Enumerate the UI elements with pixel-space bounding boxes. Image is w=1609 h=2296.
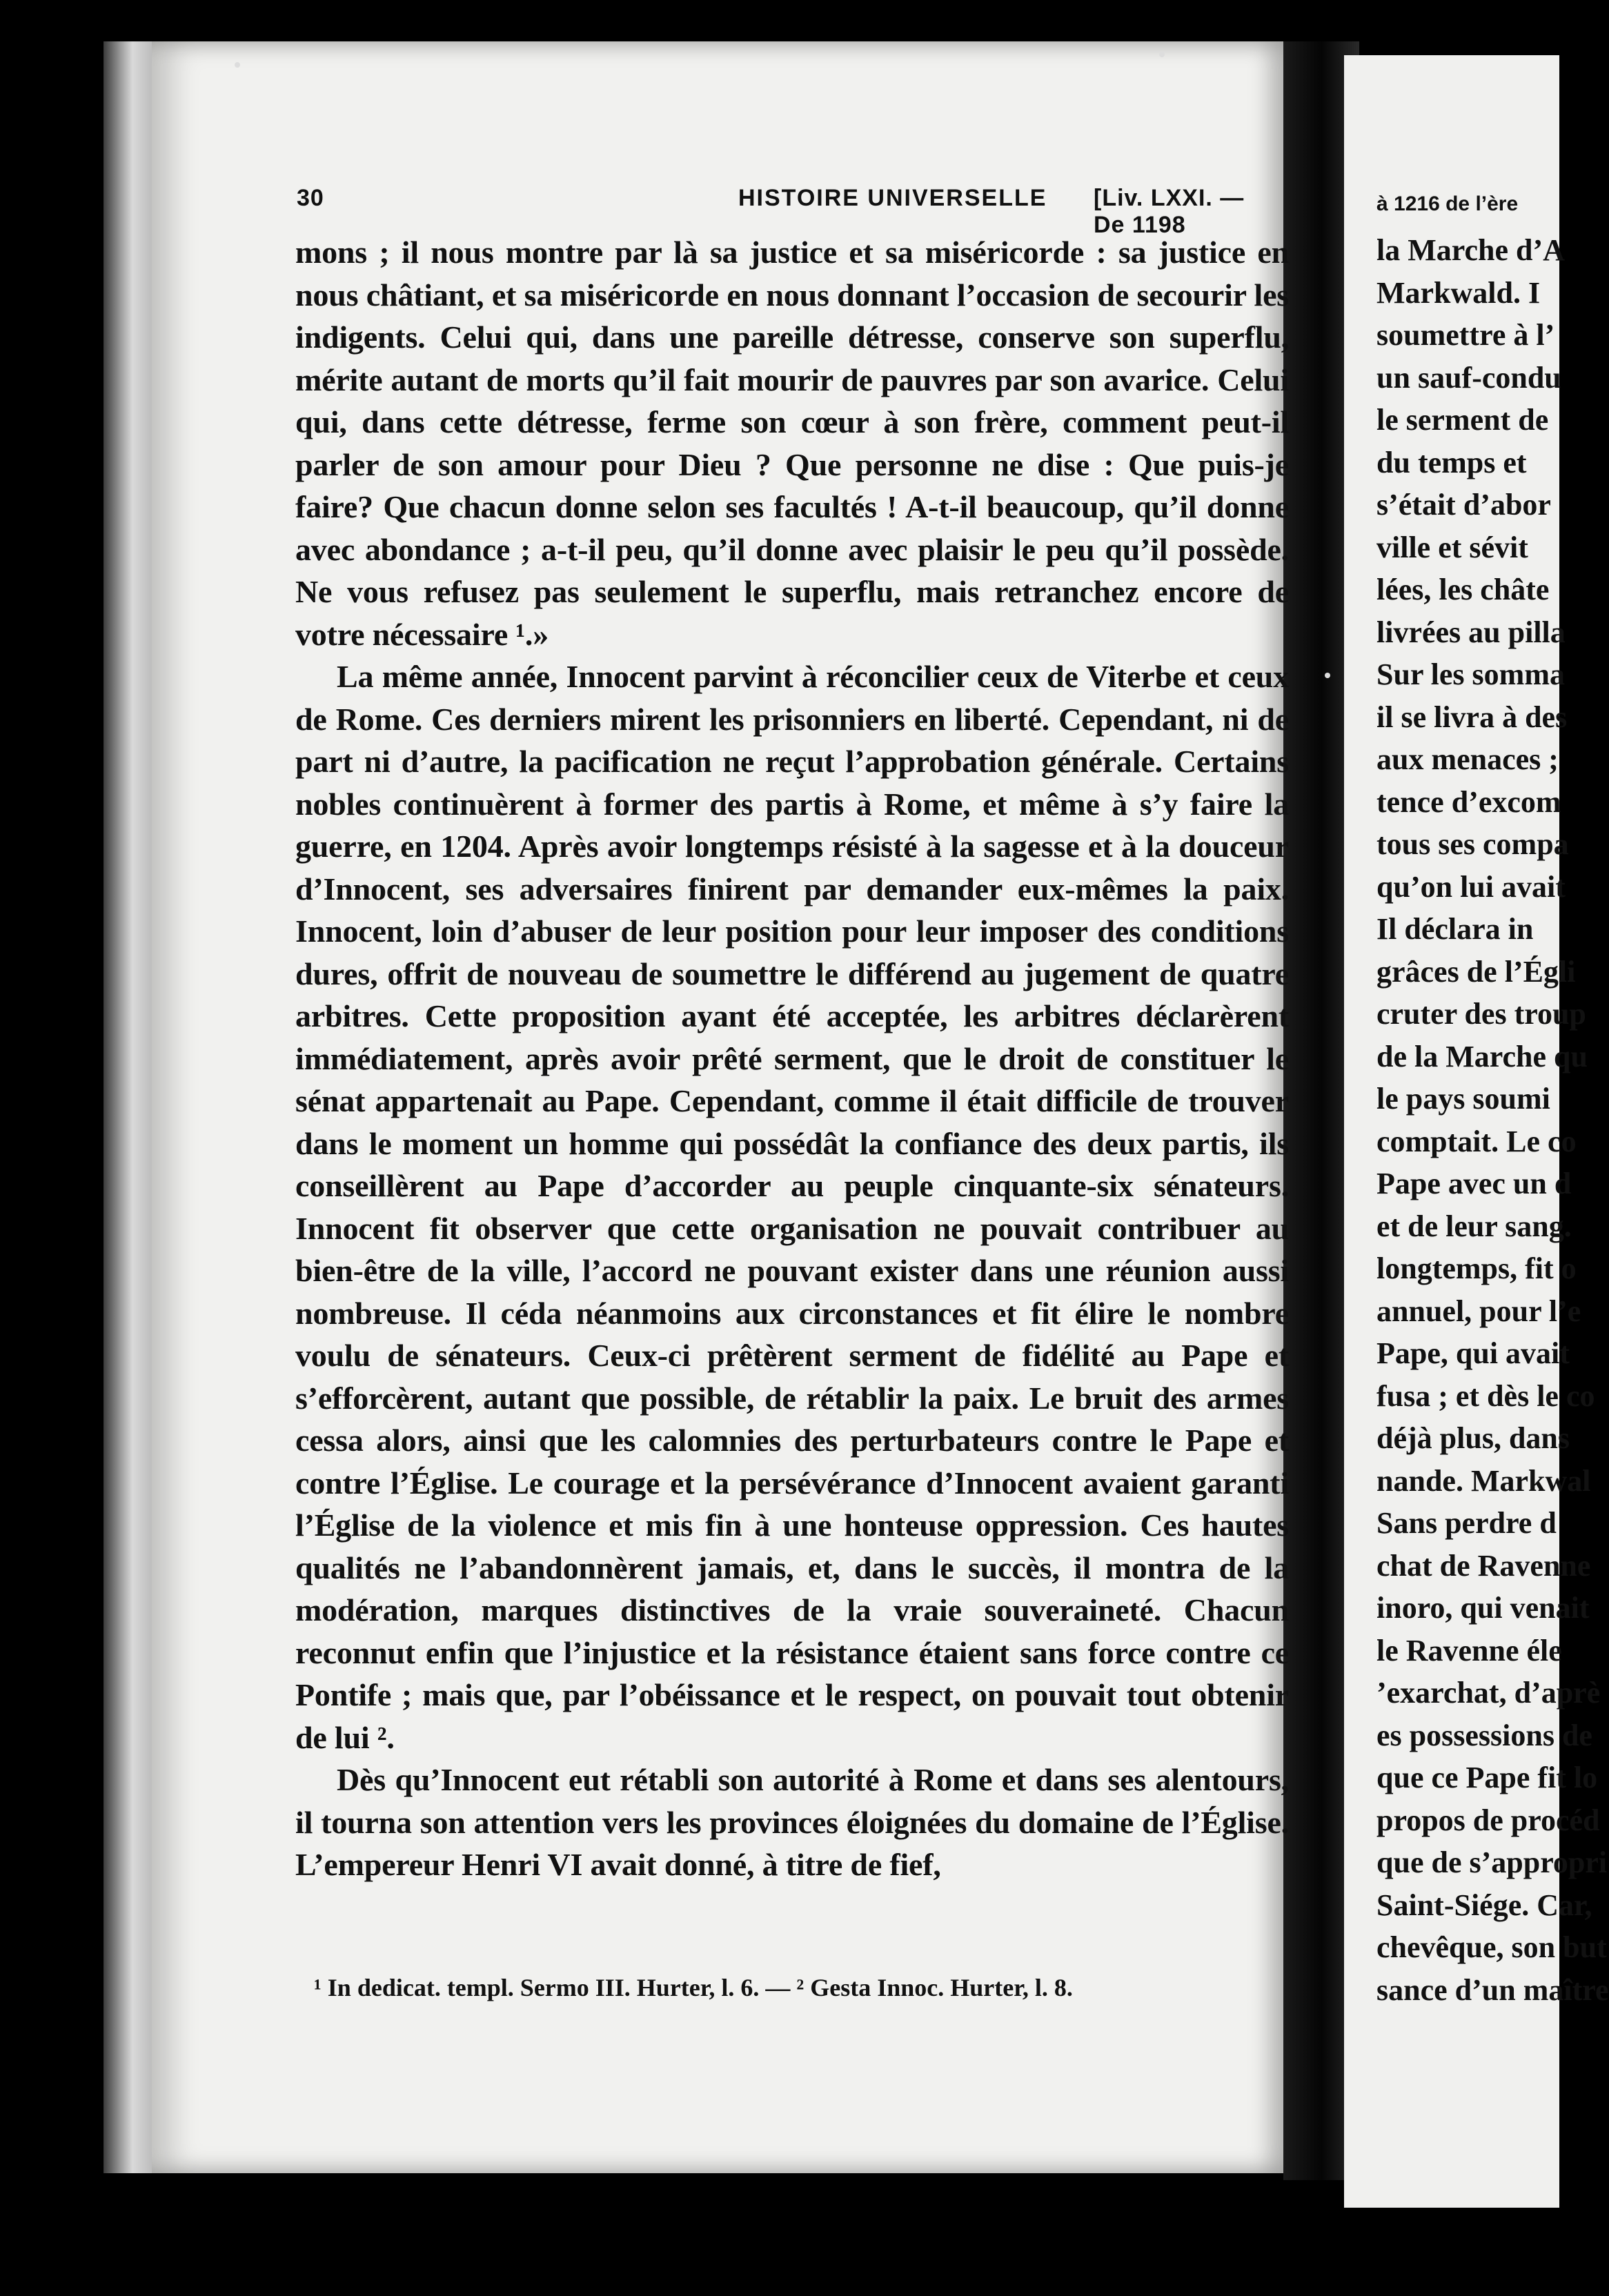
right-page-line: livrées au pilla <box>1376 615 1566 649</box>
right-running-head: à 1216 de l’ère <box>1376 192 1519 215</box>
right-page-line: le Ravenne éle <box>1376 1633 1562 1667</box>
running-title: HISTOIRE UNIVERSELLE <box>738 185 1047 211</box>
right-page-line: Pape avec un d <box>1376 1167 1572 1200</box>
right-page-line: propos de procéd <box>1376 1803 1600 1837</box>
right-page-line: soumettre à l’ <box>1376 318 1555 352</box>
right-page-line: Saint-Siége. Car, <box>1376 1888 1592 1922</box>
running-section: [Liv. LXXI. — De 1198 <box>1094 185 1245 238</box>
right-page-line: Markwald. I <box>1376 275 1541 310</box>
right-page-line: Pape, qui avait <box>1376 1336 1570 1370</box>
left-body-text <box>295 231 1289 1886</box>
right-page-line: annuel, pour l’e <box>1376 1294 1581 1328</box>
right-page-line: qu’on lui avait <box>1376 869 1566 904</box>
right-page-line: comptait. Le co <box>1376 1124 1577 1158</box>
right-page-line: que ce Pape fit lo <box>1376 1761 1598 1794</box>
right-page-line: inoro, qui venait <box>1376 1591 1590 1625</box>
right-page-line: tous ses compa <box>1376 827 1569 861</box>
right-page-line: cruter des troup <box>1376 997 1586 1031</box>
right-page-line: du temps et <box>1376 445 1527 479</box>
right-page-line: un sauf-condu <box>1376 360 1561 395</box>
right-page-line: chat de Ravenne <box>1376 1548 1591 1583</box>
right-page-line: s’était d’abor <box>1376 488 1551 522</box>
right-page-line: le serment de <box>1376 403 1549 437</box>
right-page-line: il se livra à des <box>1376 700 1568 734</box>
right-page-line: sance d’un maître <box>1376 1972 1609 2007</box>
paragraph: mons ; il nous montre par là sa justice et sa miséricorde : sa justice en nous châtiant, et sa miséricorde en nous donnant l’occasion de secourir les indigents. Celui qui, dans une pareille détresse, conserve son superflu, mérite autant de morts qu’il fait mourir de pauvres par son avarice. Celui qui, dans cette détresse, ferme son cœur à son frère, comment peut-il parler de son amour pour Dieu ? Que personne ne dise : Que puis-je faire? Que chacun donne selon ses facultés ! A-t-il beaucoup, qu’il donne avec abondance ; a-t-il peu, qu’il donne avec plaisir le peu qu’il possède. Ne vous refusez pas seulement le superflu, mais retranchez encore de votre nécessaire ¹.» <box>295 235 1289 652</box>
page-number: 30 <box>297 185 324 211</box>
right-page-line: et de leur sang. <box>1376 1209 1572 1243</box>
paper-speck <box>1325 673 1330 678</box>
right-page-line: la Marche d’A <box>1376 233 1565 267</box>
paper-speck <box>1159 52 1165 57</box>
right-page-line: ’exarchat, d’aprè <box>1376 1676 1601 1710</box>
right-page-line: fusa ; et dès le co <box>1376 1378 1595 1413</box>
right-page-text <box>1376 185 1609 2011</box>
right-page-line: Il déclara in <box>1376 912 1534 946</box>
footnotes: ¹ In dedicat. templ. Sermo III. Hurter, l. 6. — ² Gesta Innoc. Hurter, l. 8. <box>314 1974 1073 2001</box>
paper-speck <box>235 62 240 68</box>
right-page-line: de la Marche qu <box>1376 1039 1588 1073</box>
right-page-line: chevêque, son but <box>1376 1930 1607 1964</box>
left-running-head <box>138 185 1276 238</box>
right-page-line: nande. Markwal <box>1376 1463 1591 1498</box>
right-page-line: longtemps, fit o <box>1376 1251 1577 1285</box>
right-page-line: aux menaces ; <box>1376 742 1559 776</box>
right-page-line: Sur les somma <box>1376 657 1565 691</box>
right-page-line: le pays soumi <box>1376 1082 1550 1116</box>
paragraph: La même année, Innocent parvint à réconcilier ceux de Viterbe et ceux de Rome. Ces derniers mirent les prisonniers en liberté. Cependant, ni de part ni d’autre, la pacification ne reçut l’approbation générale. Certains nobles continuèrent à former des partis à Rome, et même à s’y faire la guerre, en 1204. Après avoir longtemps résisté à la sagesse et à la douceur d’Innocent, ses adversaires finirent par demander eux-mêmes la paix. Innocent, loin d’abuser de leur position pour leur imposer des conditions dures, offrit de nouveau de soumettre le différend au jugement de quatre arbitres. Cette proposition ayant été acceptée, les arbitres déclarèrent immédiatement, après avoir prêté serment, que le droit de constituer le sénat appartenait au Pape. Cependant, comme il était difficile de trouver dans le moment un homme qui possédât la confiance des deux partis, ils conseillèrent au Pape d’accorder au peuple cinquante-six sénateurs. Innocent fit observer que cette organisation ne pouvait contribuer au bien-être de la ville, l’accord ne pouvant exister dans une réunion aussi nombreuse. Il céda néanmoins aux circonstances et fit élire le nombre voulu de sénateurs. Ceux-ci prêtèrent serment de fidélité au Pape et s’efforcèrent, autant que possible, de rétablir la paix. Le bruit des armes cessa alors, ainsi que les calomnies des perturbateurs contre le Pape et contre l’Église. Le courage et la persévérance d’Innocent avaient garanti l’Église de la violence et mis fin à une honteuse oppression. Ces hautes qualités ne l’abandonnèrent jamais, et, dans le succès, il montra de la modération, marques distinctives de la vraie souveraineté. Chacun reconnut enfin que l’injustice et la résistance étaient sans force contre ce Pontife ; mais que, par l’obéissance et le respect, on pouvait tout obtenir de lui ². <box>295 659 1289 1755</box>
right-page-line: tence d’excom <box>1376 784 1561 819</box>
right-page-line: ville et sévit <box>1376 530 1528 564</box>
right-page-line: déjà plus, dans <box>1376 1421 1570 1455</box>
book-spine-edge <box>103 41 152 2173</box>
right-page-line: que de s’appropri <box>1376 1845 1608 1879</box>
paragraph: Dès qu’Innocent eut rétabli son autorité à Rome et dans ses alentours, il tourna son attention vers les provinces éloignées du domaine de l’Église. L’empereur Henri VI avait donné, à titre de fief, <box>295 1762 1289 1882</box>
right-page-line: grâces de l’Égli <box>1376 954 1576 989</box>
right-page-line: es possessions de <box>1376 1718 1592 1752</box>
right-page-line: Sans perdre d <box>1376 1506 1557 1540</box>
right-page-line: lées, les châte <box>1376 573 1550 606</box>
